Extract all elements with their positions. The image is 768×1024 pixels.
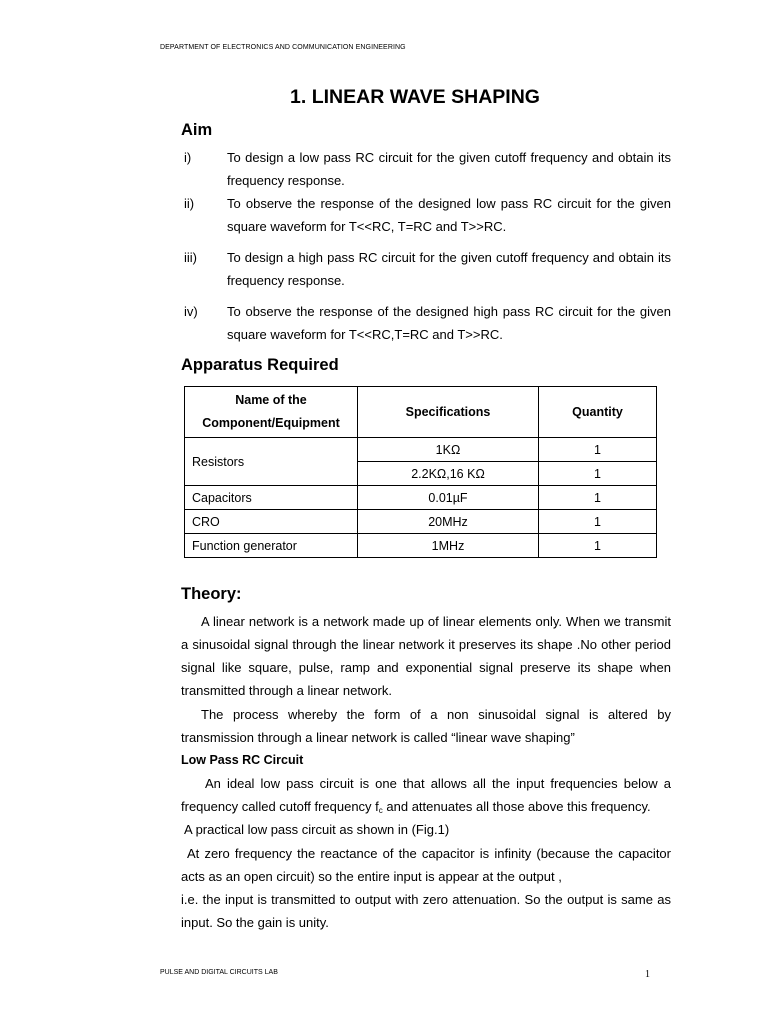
- apparatus-table: [184, 386, 657, 558]
- page-footer: PULSE AND DIGITAL CIRCUITS LAB: [160, 969, 278, 976]
- table-cell: 20MHz: [358, 510, 539, 534]
- aim-item-number: iii): [184, 250, 197, 265]
- column-header: Quantity: [539, 387, 657, 438]
- table-header-row: [185, 387, 657, 438]
- aim-item-text: To design a high pass RC circuit for the given cutoff frequency and obtain its frequency response.: [227, 250, 671, 288]
- theory-paragraph: [181, 703, 671, 749]
- aim-item-number: ii): [184, 196, 195, 211]
- table-cell: Resistors: [185, 438, 358, 486]
- column-header: Name of the Component/Equipment: [185, 387, 358, 438]
- table-row: [185, 438, 657, 462]
- table-cell: 1: [539, 438, 657, 462]
- table-cell: 1MHz: [358, 534, 539, 558]
- paragraph-text: An ideal low pass circuit is one that allows all the input frequencies below a frequency called cutoff frequency f: [181, 776, 671, 814]
- table-cell: 2.2KΩ,16 KΩ: [358, 462, 539, 486]
- table-cell: Function generator: [185, 534, 358, 558]
- aim-item-number: i): [184, 150, 192, 165]
- low-pass-paragraph: [181, 842, 671, 888]
- paragraph-text: At zero frequency the reactance of the capacitor is infinity (because the capacitor acts as an open circuit) so the entire input is appear at the output ,: [181, 846, 671, 884]
- table-cell: 1: [539, 486, 657, 510]
- page-number: 1: [645, 969, 650, 980]
- low-pass-paragraph: A practical low pass circuit as shown in (Fig.1): [184, 822, 450, 837]
- table-cell: 0.01µF: [358, 486, 539, 510]
- theory-paragraph: [181, 610, 671, 702]
- table-cell: 1: [539, 534, 657, 558]
- aim-item-number: iv): [184, 304, 198, 319]
- aim-item-text: To design a low pass RC circuit for the given cutoff frequency and obtain its frequency response.: [227, 150, 671, 188]
- paragraph-text: and attenuates all those above this frequency.: [382, 799, 651, 814]
- theory-heading: Theory:: [181, 585, 242, 603]
- paragraph-text: The process whereby the form of a non sinusoidal signal is altered by transmission through a linear network is called “linear wave shaping”: [181, 707, 671, 745]
- apparatus-heading: Apparatus Required: [181, 356, 339, 374]
- page-title: 1. LINEAR WAVE SHAPING: [290, 86, 540, 108]
- table-cell: 1: [539, 510, 657, 534]
- subscript-text: c: [378, 806, 383, 815]
- table-cell: 1KΩ: [358, 438, 539, 462]
- table-cell: Capacitors: [185, 486, 358, 510]
- table-cell: 1: [539, 462, 657, 486]
- page-header: DEPARTMENT OF ELECTRONICS AND COMMUNICATION ENGINEERING: [160, 44, 406, 51]
- aim-item-text: To observe the response of the designed high pass RC circuit for the given square waveform for T<<RC,T=RC and T>>RC.: [227, 304, 671, 342]
- table-cell: CRO: [185, 510, 358, 534]
- table-row: [185, 510, 657, 534]
- table-row: [185, 534, 657, 558]
- column-header: Specifications: [358, 387, 539, 438]
- paragraph-text: A linear network is a network made up of linear elements only. When we transmit a sinusoidal signal through the linear network it preserves its shape .No other period signal like square, pulse, ramp and exponential signal preserve its shape when transmitted through a linear network.: [181, 614, 671, 698]
- aim-item-text: To observe the response of the designed low pass RC circuit for the given square waveform for T<<RC, T=RC and T>>RC.: [227, 196, 671, 234]
- low-pass-paragraph: [181, 772, 671, 822]
- low-pass-heading: Low Pass RC Circuit: [181, 753, 304, 767]
- low-pass-paragraph: i.e. the input is transmitted to output with zero attenuation. So the output is same as input. So the gain is unity.: [181, 892, 671, 930]
- table-row: [185, 486, 657, 510]
- aim-heading: Aim: [181, 121, 213, 139]
